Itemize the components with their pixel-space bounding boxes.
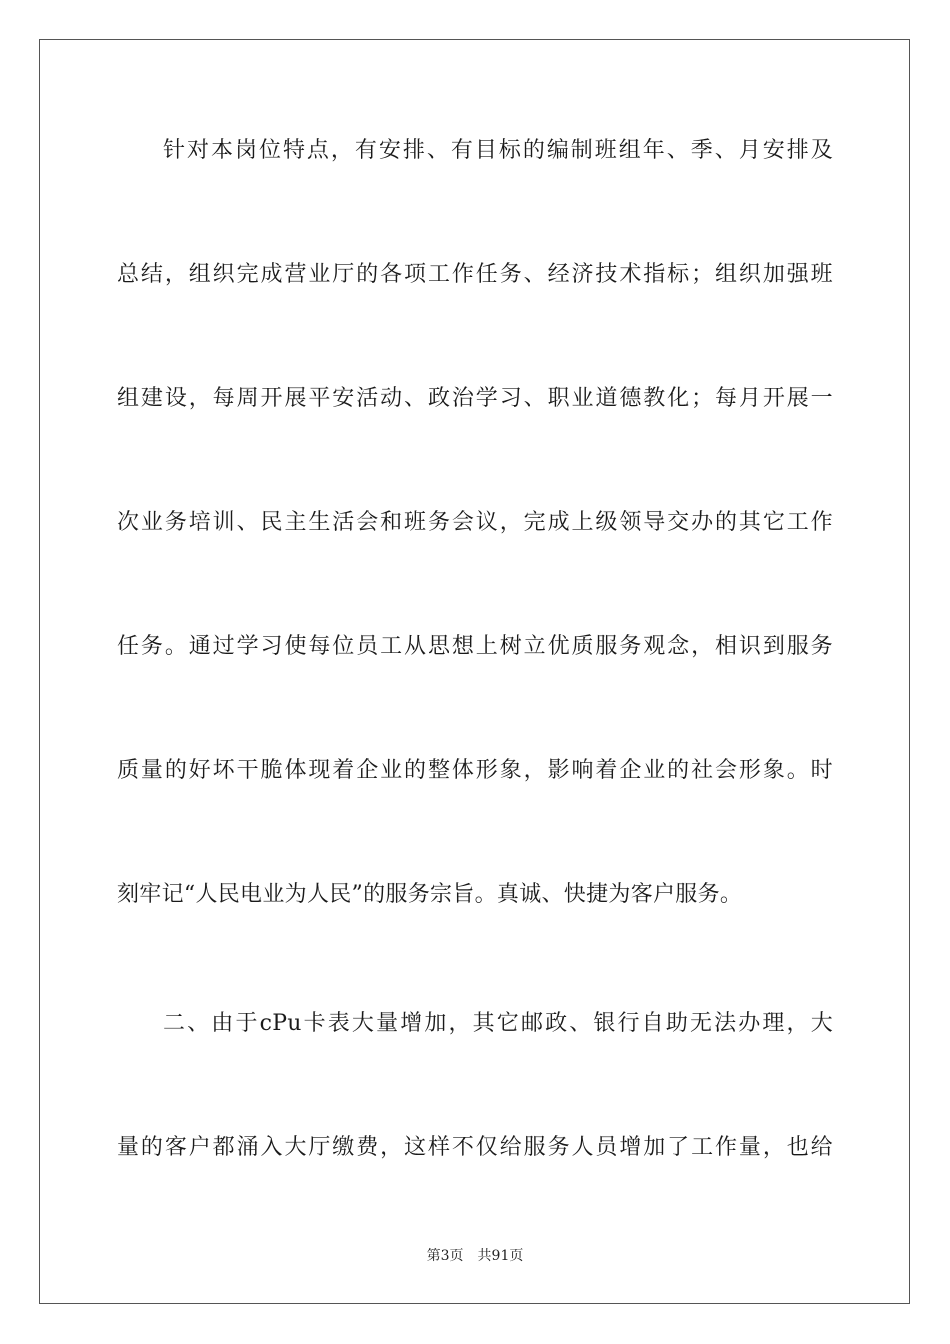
- paragraph-line: 次业务培训、民主生活会和班务会议，完成上级领导交办的其它工作: [117, 510, 833, 535]
- paragraph-line: 二、由于cPu卡表大量增加，其它邮政、银行自助无法办理，大: [163, 1011, 833, 1036]
- paragraph-line: 质量的好坏干脆体现着企业的整体形象，影响着企业的社会形象。时: [117, 758, 833, 783]
- paragraph-line: 量的客户都涌入大厅缴费，这样不仅给服务人员增加了工作量，也给: [117, 1135, 833, 1160]
- paragraph-line: 任务。通过学习使每位员工从思想上树立优质服务观念，相识到服务: [117, 634, 833, 659]
- page-border: [39, 39, 910, 1304]
- paragraph-line: 刻牢记“人民电业为人民”的服务宗旨。真诚、快捷为客户服务。: [117, 882, 743, 907]
- page-total: 共91页: [477, 1248, 524, 1264]
- page-number: 第3页: [426, 1248, 464, 1264]
- paragraph-line: 针对本岗位特点，有安排、有目标的编制班组年、季、月安排及: [163, 138, 833, 163]
- paragraph-line: 总结，组织完成营业厅的各项工作任务、经济技术指标；组织加强班: [117, 262, 833, 287]
- paragraph-line: 组建设，每周开展平安活动、政治学习、职业道德教化；每月开展一: [117, 386, 833, 411]
- page-footer: [0, 1247, 950, 1265]
